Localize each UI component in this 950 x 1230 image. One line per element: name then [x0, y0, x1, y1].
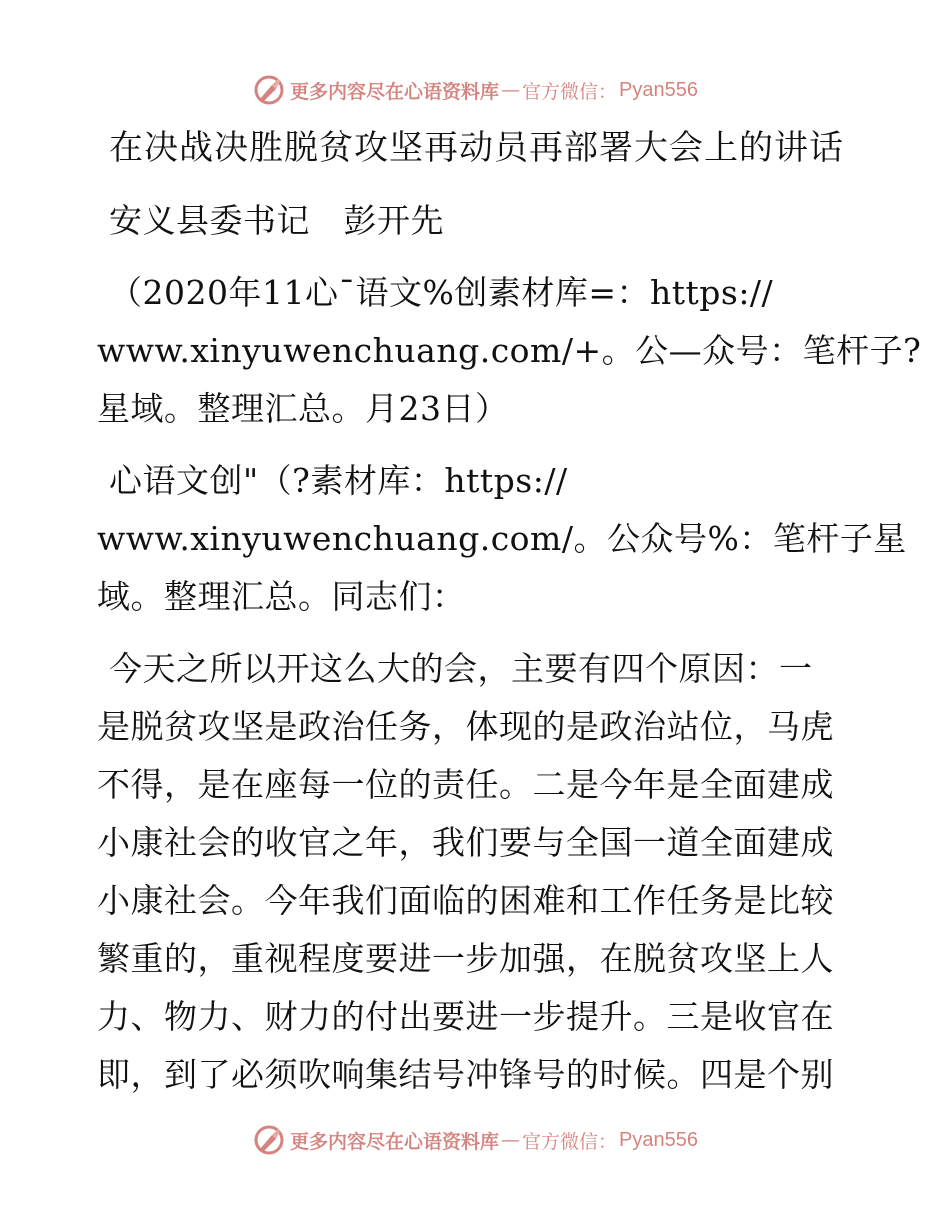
body-line: 即，到了必须吹响集结号冲锋号的时候。四是个别 — [97, 1055, 834, 1094]
date-line: （2020年11心¯语文%创素材库=：https:// — [109, 273, 774, 312]
body-line: 小康社会的收官之年，我们要与全国一道全面建成 — [97, 823, 834, 862]
watermark-id-text: Pyan556 — [619, 78, 698, 101]
date-line: www.xinyuwenchuang.com/+。公—众号：笔杆子? — [97, 331, 922, 370]
watermark-main-text: 更多内容尽在心语资料库 — [290, 80, 500, 103]
watermark-header — [0, 70, 950, 110]
intro-line: www.xinyuwenchuang.com/。公众号%：笔杆子星 — [97, 519, 907, 558]
watermark-sub-text: 官方微信： — [522, 80, 618, 103]
document-author: 安义县委书记 彭开先 — [109, 201, 444, 240]
pen-logo-icon — [252, 1123, 286, 1157]
date-line: 星域。整理汇总。月23日） — [97, 389, 509, 428]
body-line: 今天之所以开这么大的会，主要有四个原因：一 — [109, 649, 813, 688]
intro-line: 心语文创"（?素材库：https:// — [109, 461, 568, 500]
body-line: 小康社会。今年我们面临的困难和工作任务是比较 — [97, 881, 834, 920]
watermark-footer — [0, 1120, 950, 1160]
watermark-sub-text: 官方微信： — [522, 1130, 618, 1153]
intro-line: 域。整理汇总。同志们： — [97, 577, 466, 616]
watermark-separator: — — [501, 79, 521, 101]
pen-logo-icon — [252, 73, 286, 107]
document-title: 在决战决胜脱贫攻坚再动员再部署大会上的讲话 — [109, 128, 844, 168]
watermark-separator: — — [501, 1129, 521, 1151]
document-body — [97, 118, 922, 1104]
body-line: 不得，是在座每一位的责任。二是今年是全面建成 — [97, 765, 834, 804]
body-line: 是脱贫攻坚是政治任务，体现的是政治站位，马虎 — [97, 707, 834, 746]
body-line: 力、物力、财力的付出要进一步提升。三是收官在 — [97, 997, 834, 1036]
watermark-id-text: Pyan556 — [619, 1128, 698, 1151]
body-line: 繁重的，重视程度要进一步加强，在脱贫攻坚上人 — [97, 939, 834, 978]
watermark-main-text: 更多内容尽在心语资料库 — [290, 1130, 500, 1153]
